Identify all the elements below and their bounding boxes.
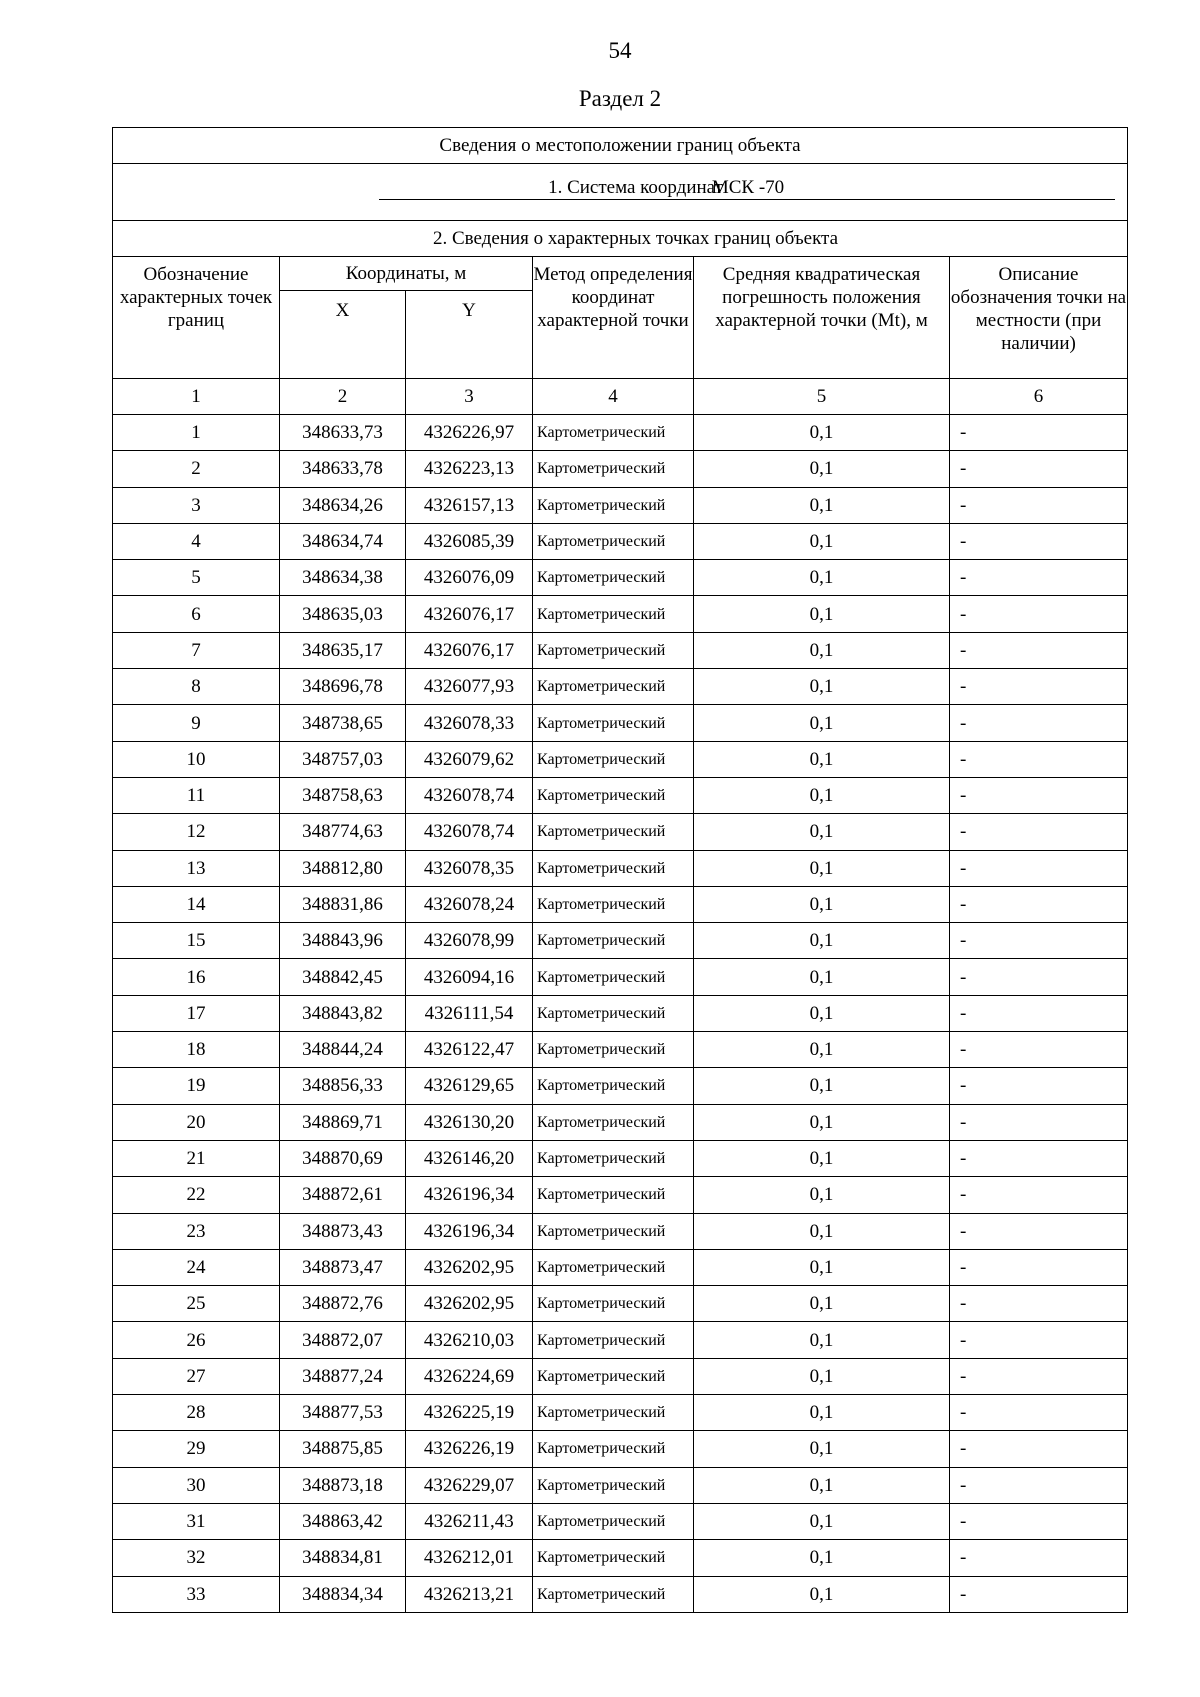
x-coordinate-cell: 348696,78: [280, 669, 406, 705]
table-row: [113, 1540, 1128, 1576]
method-cell: Картометрический: [533, 1467, 694, 1503]
x-coordinate-cell: 348634,74: [280, 523, 406, 559]
error-cell: 0,1: [694, 886, 950, 922]
points-subheading-text: 2. Сведения о характерных точках границ объекта: [433, 228, 839, 249]
table-row: [113, 451, 1128, 487]
point-number-cell: 20: [113, 1104, 280, 1140]
point-number-cell: 8: [113, 669, 280, 705]
error-cell: 0,1: [694, 669, 950, 705]
table-row: [113, 487, 1128, 523]
point-number-cell: 33: [113, 1576, 280, 1612]
description-cell: -: [950, 959, 1128, 995]
header-error: Средняя квадратическая погрешность положения характерной точки (Mt), м: [694, 257, 950, 379]
x-coordinate-cell: 348844,24: [280, 1032, 406, 1068]
method-cell: Картометрический: [533, 1032, 694, 1068]
point-number-cell: 2: [113, 451, 280, 487]
error-cell: 0,1: [694, 814, 950, 850]
error-cell: 0,1: [694, 451, 950, 487]
method-cell: Картометрический: [533, 669, 694, 705]
error-cell: 0,1: [694, 487, 950, 523]
description-cell: -: [950, 1032, 1128, 1068]
method-cell: Картометрический: [533, 1286, 694, 1322]
description-cell: -: [950, 1286, 1128, 1322]
y-coordinate-cell: 4326202,95: [406, 1249, 533, 1285]
points-subheading-row: [113, 221, 1128, 257]
method-cell: Картометрический: [533, 487, 694, 523]
table-row: [113, 959, 1128, 995]
table-row: [113, 814, 1128, 850]
y-coordinate-cell: 4326226,19: [406, 1431, 533, 1467]
error-cell: 0,1: [694, 560, 950, 596]
y-coordinate-cell: 4326122,47: [406, 1032, 533, 1068]
header-point: Обозначение характерных точек границ: [113, 257, 280, 379]
x-coordinate-cell: 348635,03: [280, 596, 406, 632]
description-cell: -: [950, 1431, 1128, 1467]
table-row: [113, 1213, 1128, 1249]
method-cell: Картометрический: [533, 923, 694, 959]
point-number-cell: 3: [113, 487, 280, 523]
table-row: [113, 1322, 1128, 1358]
y-coordinate-cell: 4326211,43: [406, 1503, 533, 1539]
x-coordinate-cell: 348812,80: [280, 850, 406, 886]
error-cell: 0,1: [694, 923, 950, 959]
point-number-cell: 9: [113, 705, 280, 741]
table-row: [113, 995, 1128, 1031]
table-row: [113, 886, 1128, 922]
page-number: 54: [608, 38, 632, 63]
y-coordinate-cell: 4326130,20: [406, 1104, 533, 1140]
x-coordinate-cell: 348831,86: [280, 886, 406, 922]
method-cell: Картометрический: [533, 1104, 694, 1140]
method-cell: Картометрический: [533, 523, 694, 559]
y-coordinate-cell: 4326202,95: [406, 1286, 533, 1322]
point-number-cell: 21: [113, 1140, 280, 1176]
error-cell: 0,1: [694, 1395, 950, 1431]
error-cell: 0,1: [694, 1177, 950, 1213]
y-coordinate-cell: 4326146,20: [406, 1140, 533, 1176]
x-coordinate-cell: 348834,34: [280, 1576, 406, 1612]
x-coordinate-cell: 348869,71: [280, 1104, 406, 1140]
header-description: Описание обозначения точки на местности (при наличии): [950, 257, 1128, 379]
description-cell: -: [950, 1467, 1128, 1503]
error-cell: 0,1: [694, 1249, 950, 1285]
description-cell: -: [950, 487, 1128, 523]
x-coordinate-cell: 348843,82: [280, 995, 406, 1031]
point-number-cell: 27: [113, 1358, 280, 1394]
error-cell: 0,1: [694, 1431, 950, 1467]
y-coordinate-cell: 4326111,54: [406, 995, 533, 1031]
x-coordinate-cell: 348863,42: [280, 1503, 406, 1539]
coord-system-cell: [113, 164, 1128, 221]
description-cell: -: [950, 560, 1128, 596]
y-coordinate-cell: 4326079,62: [406, 741, 533, 777]
point-number-cell: 14: [113, 886, 280, 922]
description-cell: -: [950, 1322, 1128, 1358]
point-number-cell: 6: [113, 596, 280, 632]
table-row: [113, 1431, 1128, 1467]
description-cell: -: [950, 741, 1128, 777]
error-cell: 0,1: [694, 523, 950, 559]
description-cell: -: [950, 995, 1128, 1031]
method-cell: Картометрический: [533, 1177, 694, 1213]
column-number: 4: [533, 379, 694, 415]
point-number-cell: 4: [113, 523, 280, 559]
x-coordinate-cell: 348633,78: [280, 451, 406, 487]
y-coordinate-cell: 4326076,17: [406, 596, 533, 632]
y-coordinate-cell: 4326078,35: [406, 850, 533, 886]
method-cell: Картометрический: [533, 814, 694, 850]
method-cell: Картометрический: [533, 1503, 694, 1539]
description-cell: -: [950, 523, 1128, 559]
point-number-cell: 30: [113, 1467, 280, 1503]
column-number: 3: [406, 379, 533, 415]
point-number-cell: 1: [113, 415, 280, 451]
error-cell: 0,1: [694, 959, 950, 995]
description-cell: -: [950, 1576, 1128, 1612]
y-coordinate-cell: 4326225,19: [406, 1395, 533, 1431]
method-cell: Картометрический: [533, 777, 694, 813]
y-coordinate-cell: 4326078,74: [406, 777, 533, 813]
description-cell: -: [950, 777, 1128, 813]
section-title: Раздел 2: [578, 86, 662, 111]
x-coordinate-cell: 348634,38: [280, 560, 406, 596]
description-cell: -: [950, 1358, 1128, 1394]
table-row: [113, 777, 1128, 813]
x-coordinate-cell: 348873,43: [280, 1213, 406, 1249]
table-row: [113, 741, 1128, 777]
table-row: [113, 669, 1128, 705]
method-cell: Картометрический: [533, 705, 694, 741]
point-number-cell: 19: [113, 1068, 280, 1104]
error-cell: 0,1: [694, 1576, 950, 1612]
point-number-cell: 5: [113, 560, 280, 596]
x-coordinate-cell: 348856,33: [280, 1068, 406, 1104]
point-number-cell: 10: [113, 741, 280, 777]
y-coordinate-cell: 4326078,33: [406, 705, 533, 741]
y-coordinate-cell: 4326094,16: [406, 959, 533, 995]
error-cell: 0,1: [694, 1286, 950, 1322]
method-cell: Картометрический: [533, 850, 694, 886]
description-cell: -: [950, 596, 1128, 632]
table-title-row: [113, 128, 1128, 164]
point-number-cell: 29: [113, 1431, 280, 1467]
y-coordinate-cell: 4326196,34: [406, 1213, 533, 1249]
x-coordinate-cell: 348634,26: [280, 487, 406, 523]
error-cell: 0,1: [694, 741, 950, 777]
x-coordinate-cell: 348872,07: [280, 1322, 406, 1358]
column-numbers-row: [113, 379, 1128, 415]
y-coordinate-cell: 4326229,07: [406, 1467, 533, 1503]
y-coordinate-cell: 4326212,01: [406, 1540, 533, 1576]
y-coordinate-cell: 4326223,13: [406, 451, 533, 487]
error-cell: 0,1: [694, 1358, 950, 1394]
description-cell: -: [950, 1249, 1128, 1285]
y-coordinate-cell: 4326078,24: [406, 886, 533, 922]
description-cell: -: [950, 886, 1128, 922]
x-coordinate-cell: 348635,17: [280, 632, 406, 668]
y-coordinate-cell: 4326076,09: [406, 560, 533, 596]
error-cell: 0,1: [694, 705, 950, 741]
y-coordinate-cell: 4326129,65: [406, 1068, 533, 1104]
method-cell: Картометрический: [533, 451, 694, 487]
point-number-cell: 12: [113, 814, 280, 850]
x-coordinate-cell: 348834,81: [280, 1540, 406, 1576]
table-row: [113, 850, 1128, 886]
y-coordinate-cell: 4326076,17: [406, 632, 533, 668]
description-cell: -: [950, 1104, 1128, 1140]
x-coordinate-cell: 348877,24: [280, 1358, 406, 1394]
table-row: [113, 1467, 1128, 1503]
y-coordinate-cell: 4326196,34: [406, 1177, 533, 1213]
method-cell: Картометрический: [533, 1068, 694, 1104]
boundary-points-table: [112, 127, 1128, 1613]
header-row-1: [113, 257, 1128, 291]
table-row: [113, 1576, 1128, 1612]
header-coords: Координаты, м: [280, 257, 533, 291]
point-number-cell: 17: [113, 995, 280, 1031]
x-coordinate-cell: 348873,18: [280, 1467, 406, 1503]
point-number-cell: 23: [113, 1213, 280, 1249]
x-coordinate-cell: 348738,65: [280, 705, 406, 741]
error-cell: 0,1: [694, 850, 950, 886]
description-cell: -: [950, 415, 1128, 451]
method-cell: Картометрический: [533, 1431, 694, 1467]
description-cell: -: [950, 669, 1128, 705]
table-row: [113, 923, 1128, 959]
point-number-cell: 25: [113, 1286, 280, 1322]
method-cell: Картометрический: [533, 1358, 694, 1394]
point-number-cell: 18: [113, 1032, 280, 1068]
table-row: [113, 523, 1128, 559]
table-row: [113, 596, 1128, 632]
coord-system-value: МСК -70: [379, 176, 1115, 200]
point-number-cell: 16: [113, 959, 280, 995]
method-cell: Картометрический: [533, 959, 694, 995]
error-cell: 0,1: [694, 415, 950, 451]
description-cell: -: [950, 632, 1128, 668]
y-coordinate-cell: 4326085,39: [406, 523, 533, 559]
method-cell: Картометрический: [533, 741, 694, 777]
error-cell: 0,1: [694, 596, 950, 632]
method-cell: Картометрический: [533, 1249, 694, 1285]
error-cell: 0,1: [694, 1322, 950, 1358]
error-cell: 0,1: [694, 1104, 950, 1140]
description-cell: -: [950, 1068, 1128, 1104]
table-row: [113, 705, 1128, 741]
error-cell: 0,1: [694, 1540, 950, 1576]
table-row: [113, 1140, 1128, 1176]
table-row: [113, 1286, 1128, 1322]
y-coordinate-cell: 4326226,97: [406, 415, 533, 451]
x-coordinate-cell: 348843,96: [280, 923, 406, 959]
column-number: 2: [280, 379, 406, 415]
x-coordinate-cell: 348758,63: [280, 777, 406, 813]
description-cell: -: [950, 1540, 1128, 1576]
x-coordinate-cell: 348774,63: [280, 814, 406, 850]
method-cell: Картометрический: [533, 886, 694, 922]
method-cell: Картометрический: [533, 1322, 694, 1358]
method-cell: Картометрический: [533, 1213, 694, 1249]
point-number-cell: 26: [113, 1322, 280, 1358]
y-coordinate-cell: 4326077,93: [406, 669, 533, 705]
point-number-cell: 15: [113, 923, 280, 959]
method-cell: Картометрический: [533, 1576, 694, 1612]
column-number: 5: [694, 379, 950, 415]
table-row: [113, 1395, 1128, 1431]
column-number: 1: [113, 379, 280, 415]
points-subheading: [113, 221, 1128, 257]
description-cell: -: [950, 1140, 1128, 1176]
method-cell: Картометрический: [533, 1540, 694, 1576]
coord-system-row: [113, 164, 1128, 221]
error-cell: 0,1: [694, 1503, 950, 1539]
table-row: [113, 1249, 1128, 1285]
table-row: [113, 632, 1128, 668]
description-cell: -: [950, 705, 1128, 741]
coord-system-label: 1. Система координат: [548, 177, 723, 198]
header-method: Метод определения координат характерной точки: [533, 257, 694, 379]
description-cell: -: [950, 1395, 1128, 1431]
description-cell: -: [950, 814, 1128, 850]
x-coordinate-cell: 348842,45: [280, 959, 406, 995]
table-row: [113, 560, 1128, 596]
header-y: Y: [406, 291, 533, 379]
y-coordinate-cell: 4326078,74: [406, 814, 533, 850]
x-coordinate-cell: 348872,76: [280, 1286, 406, 1322]
method-cell: Картометрический: [533, 415, 694, 451]
error-cell: 0,1: [694, 1467, 950, 1503]
point-number-cell: 11: [113, 777, 280, 813]
error-cell: 0,1: [694, 1032, 950, 1068]
x-coordinate-cell: 348877,53: [280, 1395, 406, 1431]
column-number: 6: [950, 379, 1128, 415]
point-number-cell: 7: [113, 632, 280, 668]
table-row: [113, 1177, 1128, 1213]
table-row: [113, 415, 1128, 451]
method-cell: Картометрический: [533, 596, 694, 632]
y-coordinate-cell: 4326213,21: [406, 1576, 533, 1612]
x-coordinate-cell: 348872,61: [280, 1177, 406, 1213]
method-cell: Картометрический: [533, 1395, 694, 1431]
error-cell: 0,1: [694, 1140, 950, 1176]
error-cell: 0,1: [694, 995, 950, 1031]
description-cell: -: [950, 1177, 1128, 1213]
x-coordinate-cell: 348875,85: [280, 1431, 406, 1467]
x-coordinate-cell: 348633,73: [280, 415, 406, 451]
x-coordinate-cell: 348757,03: [280, 741, 406, 777]
y-coordinate-cell: 4326210,03: [406, 1322, 533, 1358]
point-number-cell: 28: [113, 1395, 280, 1431]
method-cell: Картометрический: [533, 1140, 694, 1176]
error-cell: 0,1: [694, 777, 950, 813]
description-cell: -: [950, 1213, 1128, 1249]
table-title: Сведения о местоположении границ объекта: [113, 128, 1128, 164]
table-row: [113, 1068, 1128, 1104]
x-coordinate-cell: 348870,69: [280, 1140, 406, 1176]
error-cell: 0,1: [694, 1213, 950, 1249]
description-cell: -: [950, 850, 1128, 886]
error-cell: 0,1: [694, 632, 950, 668]
table-row: [113, 1503, 1128, 1539]
x-coordinate-cell: 348873,47: [280, 1249, 406, 1285]
point-number-cell: 24: [113, 1249, 280, 1285]
y-coordinate-cell: 4326224,69: [406, 1358, 533, 1394]
point-number-cell: 22: [113, 1177, 280, 1213]
table-row: [113, 1104, 1128, 1140]
description-cell: -: [950, 923, 1128, 959]
table-row: [113, 1032, 1128, 1068]
method-cell: Картометрический: [533, 632, 694, 668]
y-coordinate-cell: 4326078,99: [406, 923, 533, 959]
method-cell: Картометрический: [533, 560, 694, 596]
y-coordinate-cell: 4326157,13: [406, 487, 533, 523]
error-cell: 0,1: [694, 1068, 950, 1104]
header-x: X: [280, 291, 406, 379]
method-cell: Картометрический: [533, 995, 694, 1031]
point-number-cell: 31: [113, 1503, 280, 1539]
table-row: [113, 1358, 1128, 1394]
description-cell: -: [950, 451, 1128, 487]
point-number-cell: 13: [113, 850, 280, 886]
point-number-cell: 32: [113, 1540, 280, 1576]
description-cell: -: [950, 1503, 1128, 1539]
